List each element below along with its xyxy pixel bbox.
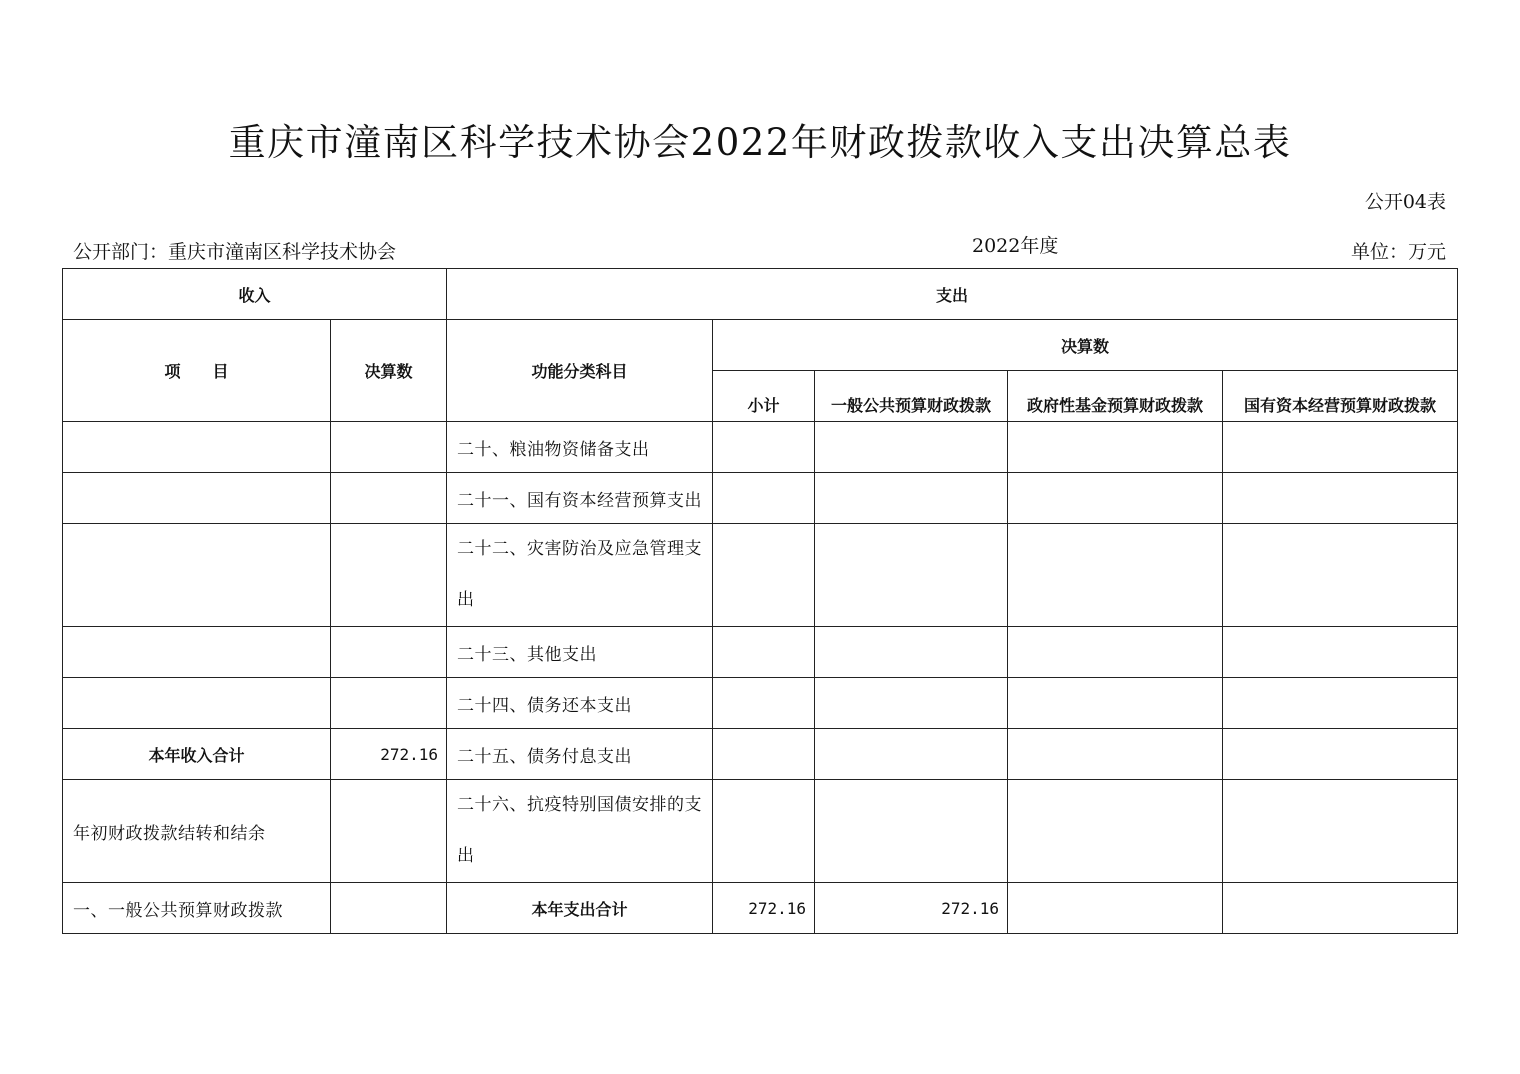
table-row <box>63 473 1458 524</box>
income-amount-cell <box>331 524 447 627</box>
income-item-cell <box>63 524 331 627</box>
income-amount-cell <box>331 780 447 883</box>
final-amount-header: 决算数 <box>331 320 447 422</box>
subtotal-cell: 272.16 <box>713 883 815 934</box>
fund-cell <box>1008 883 1223 934</box>
general-cell <box>815 729 1008 780</box>
table-row <box>63 678 1458 729</box>
subtotal-cell <box>713 780 815 883</box>
table-row <box>63 627 1458 678</box>
page-title: 重庆市潼南区科学技术协会2022年财政拨款收入支出决算总表 <box>228 121 1292 164</box>
capital-cell <box>1223 678 1458 729</box>
income-amount-cell <box>331 473 447 524</box>
subject-cell: 二十六、抗疫特别国债安排的支出 <box>447 780 713 883</box>
income-amount-cell <box>331 422 447 473</box>
fund-cell <box>1008 524 1223 627</box>
income-amount-cell <box>331 883 447 934</box>
income-item-cell <box>63 627 331 678</box>
general-cell <box>815 524 1008 627</box>
subject-cell: 本年支出合计 <box>447 883 713 934</box>
unit-label: 单位：万元 <box>1350 241 1446 263</box>
table-row <box>63 729 1458 780</box>
fund-cell <box>1008 627 1223 678</box>
income-item-cell: 年初财政拨款结转和结余 <box>63 780 331 883</box>
general-cell <box>815 678 1008 729</box>
department-label: 公开部门：重庆市潼南区科学技术协会 <box>73 241 397 263</box>
fund-cell <box>1008 473 1223 524</box>
table-row <box>63 524 1458 627</box>
capital-cell <box>1223 729 1458 780</box>
state-capital-header: 国有资本经营预算财政拨款 <box>1223 371 1458 422</box>
general-cell <box>815 422 1008 473</box>
general-cell <box>815 780 1008 883</box>
fund-cell <box>1008 729 1223 780</box>
subtotal-cell <box>713 524 815 627</box>
subtotal-cell <box>713 473 815 524</box>
expense-header: 支出 <box>447 269 1458 320</box>
table-row <box>63 883 1458 934</box>
general-cell <box>815 627 1008 678</box>
income-item-cell: 本年收入合计 <box>63 729 331 780</box>
budget-table <box>62 268 1458 934</box>
item-header: 项 目 <box>63 320 331 422</box>
fund-cell <box>1008 678 1223 729</box>
income-item-cell: 一、一般公共预算财政拨款 <box>63 883 331 934</box>
capital-cell <box>1223 422 1458 473</box>
income-item-cell <box>63 422 331 473</box>
capital-cell <box>1223 780 1458 883</box>
subject-cell: 二十、粮油物资储备支出 <box>447 422 713 473</box>
subtotal-cell <box>713 729 815 780</box>
gov-fund-header: 政府性基金预算财政拨款 <box>1008 371 1223 422</box>
income-amount-cell <box>331 678 447 729</box>
subject-cell: 二十四、债务还本支出 <box>447 678 713 729</box>
income-amount-cell <box>331 627 447 678</box>
capital-cell <box>1223 883 1458 934</box>
subject-cell: 二十五、债务付息支出 <box>447 729 713 780</box>
income-amount-cell: 272.16 <box>331 729 447 780</box>
fiscal-year: 2022年度 <box>972 235 1059 257</box>
income-item-cell <box>63 473 331 524</box>
general-public-header: 一般公共预算财政拨款 <box>815 371 1008 422</box>
final-amount-group-header: 决算数 <box>713 320 1458 371</box>
subject-cell: 二十一、国有资本经营预算支出 <box>447 473 713 524</box>
table-row <box>63 422 1458 473</box>
subtotal-header: 小计 <box>713 371 815 422</box>
general-cell: 272.16 <box>815 883 1008 934</box>
subtotal-cell <box>713 627 815 678</box>
function-subject-header: 功能分类科目 <box>447 320 713 422</box>
fund-cell <box>1008 780 1223 883</box>
subtotal-cell <box>713 422 815 473</box>
subject-cell: 二十二、灾害防治及应急管理支出 <box>447 524 713 627</box>
capital-cell <box>1223 627 1458 678</box>
capital-cell <box>1223 473 1458 524</box>
table-row <box>63 780 1458 883</box>
fund-cell <box>1008 422 1223 473</box>
form-number: 公开04表 <box>1364 191 1446 213</box>
income-item-cell <box>63 678 331 729</box>
subject-cell: 二十三、其他支出 <box>447 627 713 678</box>
income-header: 收入 <box>63 269 447 320</box>
capital-cell <box>1223 524 1458 627</box>
general-cell <box>815 473 1008 524</box>
subtotal-cell <box>713 678 815 729</box>
